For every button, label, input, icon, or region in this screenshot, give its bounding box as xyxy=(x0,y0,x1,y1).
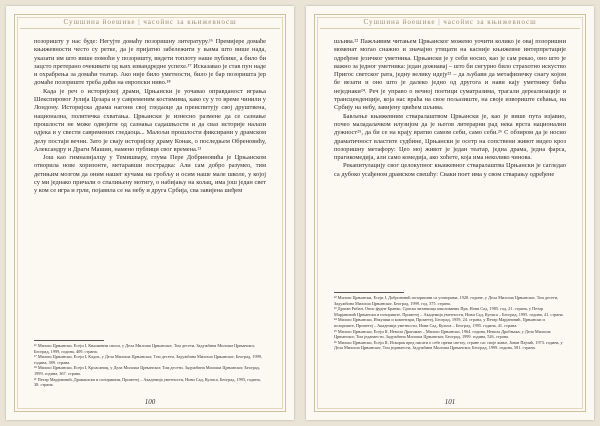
body-text xyxy=(34,38,266,196)
left-page xyxy=(6,6,294,420)
footnote: ²² Милош Црњански, Есеји I, Доброновић позоришни са уговорима, 1928. године, у Дела Милоша Црњанског, Том десети, Задужбина Милоша Црњанског, Београд, 1999. год, 375. страна. xyxy=(334,295,559,306)
page-header: Сушшина йоешике | часойис за књижевносш xyxy=(20,18,280,29)
footnote: ²⁶ Милош Црњански, Есеји II, Искорак пред писати о себе према светлу, стране сас своје жање, Јован Пајчић, 1973. година, у Дела Милоша Црњанског, Том једанаести, Задужбина Милоша Црњанског, Београд, 1999. година, 581. страна. xyxy=(334,339,563,351)
page-number: 100 xyxy=(144,398,156,406)
paragraph: Рекапитулацију свог целокупног књижевног стваралаштва Црњански је сагледао са дубоко усађеном драмском свешћу: Сваки поет има у свом стварању одређене xyxy=(334,162,566,178)
body-text xyxy=(334,38,566,179)
page-number: 101 xyxy=(444,398,456,406)
footnote: ¹⁷ Милош Црњански, Есеји I, Кадок, у Дела Милоша Црњанског, Том десети, Задужбина Милоша Црњанског, Београд, 1999, година, 389. страна. xyxy=(34,354,262,365)
footnote: ¹⁶ Милош Црњански, Есеји I, Књижевни списи, у Дела Милоша Црњанског, Том десети, Задужбина Милоша Црњанског, Београд, 1999, година, 409. страна. xyxy=(34,343,255,354)
footnote: ²¹ Петар Марјановић, Драмашски и позоришни, Прометеј – Академија уметности, Нови Сад, Кулиса, Београд, 1995, година, 38. страна. xyxy=(34,376,261,388)
footnote-rule xyxy=(334,292,404,293)
paragraph: Када је реч о историјској драми, Црњански је уочавао оправданост играња Шекспировог Јулија Цезара и у савременим костимима, како су у то време чинили у Лондону. Историјска драма нагони свој гледаоце да преиспитују свој друштвена, национална, политичка схватања. Црњански је изнесно размене да се сазнање прошлости не може одвојити од сазнања садашњости и да сваз историје налази одјека и у свести савремених гледаоца... Малољи прошлости фиксирани у драмском делу постаји вечни. Зато је свају историјску драму Конак, о последњем Обреновићу, Александру и Драги Машин, намено публици свог времена.²¹ xyxy=(34,87,266,153)
footnote: ²⁵ Милош Црњански, Есеји II, Невола Драгоман – Милош Црњански, 1964. година, Невола Дробњака, у Дела Милоша Црњанског, Том једанаести, Задужбина Милоша Црњанског, Београд, 1999. година, 526. страна. xyxy=(334,328,551,340)
footnote: ²⁴ Милош Црњански, Изкушки и коментари, Прометеј, Београд, 1959, 24. страна, у Петар Марјановић, Црњански и позориште, Прометеј – Академија уметности, Нови Сад, Кулиса – Београд, 1995. година, 41. страна. xyxy=(334,317,545,328)
right-page xyxy=(306,6,594,420)
footnote-rule xyxy=(34,340,104,341)
paragraph: позоришту у нас буде: Негујте домаћу позоришну литературу.¹⁶ Премијере домаће књижевности често су ретке, да је пријатно забележити у њима што више нада, указати им што више помоћи у позоришту, видети топлоту наше публике, а било би зацсто претерано очекивати од њих извандредне успехе.¹⁷ Исказавао је став пун наде и охрабрења за домаћи театар. Ако није било уметности, било је бар позоришта јер домаће позориште треба дићи на европски ниво.¹⁸ xyxy=(34,38,266,87)
footnotes xyxy=(34,343,266,388)
footnotes xyxy=(334,295,566,351)
paragraph: Бављење књижевним стваралаштвом Црњански је, као је више пута изјавио, почео маладалачком илузијом да је његов литерарни рад нека врста национални дужност²⁵, да би се на крају вратио самом себи, само себи.²⁶ С обзиром да је носио драматичност властите судбине, Црњански је осетр на сопствени живот видео кроз позоришну метафору: Цео мој живот је један театар, једна драма, једна фарса, прагикомедија, али само комедија, ако хоћете, која има неколико чинова. xyxy=(334,112,566,162)
paragraph: Још као гимназијалцу у Темишвару, глума Пере Добриновића је Црњанском отворила нове хоризонте, метаравши пострадка: Али сам добро разумео, тим детињим мозгом да оним нашег кучама на гробљу и осим наше мале школе, у којој су ми једнако причали о спалињену мотигу, о набијању на колац, има још један свет у ком се игра и грли, појавила се на небу и друга Србија, сва завијена шеђем xyxy=(34,154,266,195)
footnote: ¹⁸ Милош Црњански, Есеји I, Кроасаниц, у Дела Милоша Црњанског, Том десети, Задужбина Милоша Црњанског, Београд, 1999, година, 367. страна. xyxy=(34,365,260,376)
page-header: Сушшина йоешике | часойис за књижевносш xyxy=(320,18,580,29)
paragraph: шљива.²² Пажљивим читањем Црњанског можемо уочити колико је оваj позоришни моменат могао снажно и значајно утицати на касније књижевне интерпретације одређене језичког уметника. Црњански је у себи носио, као је сам рекао, оно што је важно за једног уметника: један дожнавај – што би сигурно било страхотно искуство Пригос светског рата, једну велику идеју²³ – да љубави да метафизичку снагу којом бе везати и оно што је далеко једно од другога и нави кају уметнику бића неједнаки²⁴. Реч је управо о вечној поетици суматразима, трагали дереализације и трансценденције, која нас враћа на свое пољазиште, на своје извориште сећања, на Србију на небу, завијену цвећем шљива. xyxy=(334,38,566,112)
footnote: ²³ Драган Рибан, Опис фудне Бранко, Српска читанкица школованих Пра, Нови Сад, 1985. год, 21. страна, у Петар Марјановић Црњански и позориште, Прометеј – Академија уметности, Нови Сад, Кулиса – Београд, 1995. година, 41. страна. xyxy=(334,306,564,317)
